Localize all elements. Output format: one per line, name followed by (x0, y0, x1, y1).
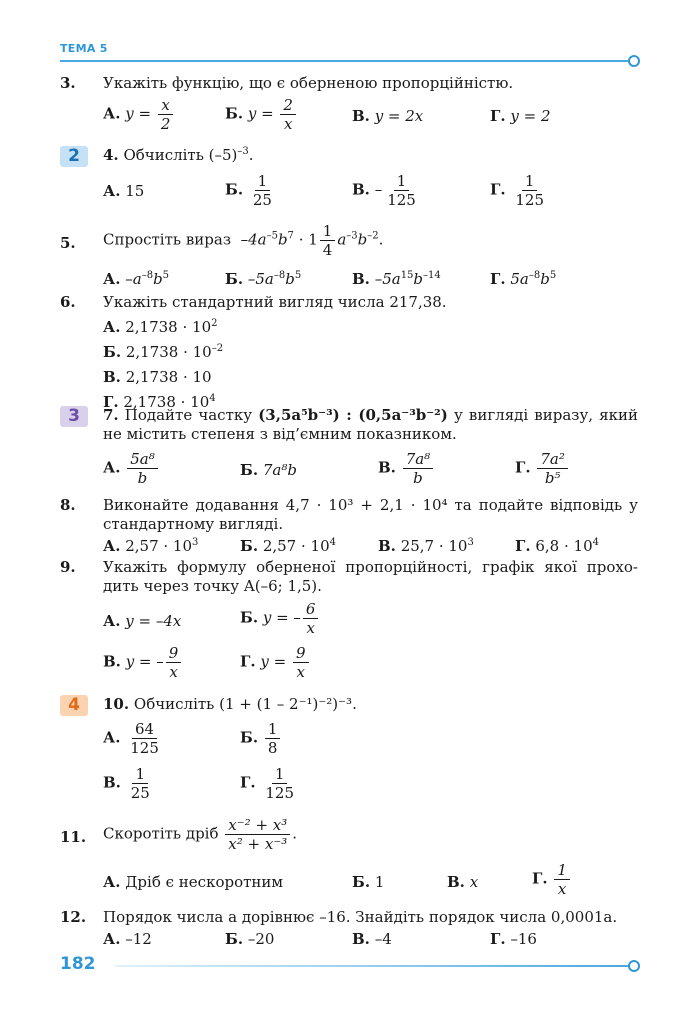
option-a: А. $-a^{-8}b^5$ (103, 270, 170, 288)
fraction: $\frac{6}{x}$ (303, 600, 319, 637)
level-badge: 4 (60, 695, 88, 716)
option-c: В. $\frac{\text{7a⁸}}{b}$ (378, 450, 435, 487)
fraction: $\frac{1}{x}$ (554, 861, 570, 898)
fraction: $\frac{x}{2}$ (158, 96, 174, 133)
option-d: Г. $6,8 \cdot 10^4$ (515, 537, 599, 555)
question-text: Укажіть функцію, що є оберненою пропорційністю. (103, 74, 514, 92)
option-c: В. 2,1738 · 10 (103, 368, 212, 386)
option-b: Б. –20 (225, 930, 275, 948)
option-c: В. y = – $\frac{9}{x}$ (103, 644, 183, 681)
option-b: Б. $2,1738 \cdot 10^{-2}$ (103, 343, 224, 361)
fraction: $\frac{1}{125}$ (515, 172, 545, 209)
header-rule (60, 60, 630, 62)
header-rule-end-dot (628, 55, 640, 67)
option-a: А. y = –4x (103, 612, 182, 630)
fraction: $\frac{\text{x⁻² + x³}}{\text{x² + x⁻³}}$ (225, 816, 290, 853)
option-d: Г. y = 2 (490, 107, 551, 125)
fraction: $\frac{1}{25}$ (130, 765, 150, 802)
option-c: В. y = 2x (352, 107, 424, 125)
question-text: Спростіть вираз $-4a^{-5}b^7 \cdot 1$ $\frac{1}{4}$ $a^{-3}b^{-2}$. (103, 222, 384, 259)
question-number: 8. (60, 496, 76, 514)
question-text: 4. Обчисліть $(-5)^{-3}$. (103, 146, 254, 164)
option-d: Г. $\frac{1}{x}$ (532, 861, 572, 898)
option-b: Б. $-5a^{-8}b^5$ (225, 270, 302, 288)
option-c: В. $-5a^{15}b^{-14}$ (352, 270, 441, 288)
fraction: $\frac{1}{25}$ (252, 172, 272, 209)
option-d: Г. $\frac{1}{125}$ (490, 172, 549, 209)
level-badge: 2 (60, 146, 88, 167)
level-badge: 3 (60, 406, 88, 427)
option-b: Б. 1 (352, 873, 385, 891)
fraction: $\frac{1}{4}$ (320, 222, 336, 259)
question-number: 6. (60, 293, 76, 311)
question-text: Скоротіть дріб $\frac{\text{x⁻² + x³}}{\text{x² + x⁻³}}$ . (103, 816, 298, 853)
question-text: Укажіть стандартний вигляд числа 217,38. (103, 293, 447, 311)
fraction: $\frac{1}{125}$ (387, 172, 416, 209)
option-d: Г. $\frac{1}{125}$ (240, 765, 299, 802)
footer-rule (115, 965, 630, 967)
option-list (103, 313, 223, 413)
option-b: Б. y = $\frac{2}{x}$ (225, 96, 298, 133)
fraction: $\frac{9}{x}$ (166, 644, 182, 681)
option-b: Б. y = – $\frac{6}{x}$ (240, 600, 320, 637)
question-text: 10. Обчисліть (1 + (1 – 2⁻¹)⁻²)⁻³. (103, 695, 357, 713)
option-b: Б. $2,57 \cdot 10^4$ (240, 537, 336, 555)
option-d: Г. $2,1738 \cdot 10^4$ (103, 393, 216, 411)
fraction: $\frac{64}{125}$ (130, 720, 159, 757)
option-d: Г. $\frac{\text{7a²}}{\text{b⁵}}$ (515, 450, 570, 487)
option-c: В. x (447, 873, 479, 891)
question-number: 5. (60, 234, 76, 252)
fraction: $\frac{\text{7a²}}{\text{b⁵}}$ (537, 450, 568, 487)
option-c: В. $25,7 \cdot 10^3$ (378, 537, 474, 555)
fraction: $\frac{2}{x}$ (280, 96, 296, 133)
option-a: А. $2,57 \cdot 10^3$ (103, 537, 199, 555)
question-text: Укажіть формулу оберненої пропорційності, графік якої проходить через точку A(–6; 1,5). (103, 558, 638, 595)
fraction: $\frac{\text{5a⁸}}{b}$ (127, 450, 158, 487)
option-a: А. $\frac{\text{5a⁸}}{b}$ (103, 450, 160, 487)
question-number: 12. (60, 908, 87, 926)
option-a: А. 15 (103, 182, 145, 200)
question-number: 9. (60, 558, 76, 576)
option-a: А. y = $\frac{x}{2}$ (103, 96, 175, 133)
fraction: $\frac{1}{125}$ (265, 765, 295, 802)
option-a: А. –12 (103, 930, 152, 948)
question-number: 3. (60, 74, 76, 92)
option-d: Г. y = $\frac{9}{x}$ (240, 644, 311, 681)
option-d: Г. –16 (490, 930, 537, 948)
fraction: $\frac{\text{7a⁸}}{b}$ (403, 450, 434, 487)
question-text: Порядок числа a дорівнює –16. Знайдіть порядок числа 0,0001a. (103, 908, 618, 926)
page-number: 182 (60, 954, 96, 974)
option-c: В. – $\frac{1}{125}$ (352, 172, 421, 209)
footer-rule-end-dot (628, 960, 640, 972)
fraction: $\frac{1}{8}$ (265, 720, 281, 757)
option-b: Б. $\frac{1}{25}$ (225, 172, 277, 209)
option-b: Б. $\frac{1}{8}$ (240, 720, 282, 757)
question-text: Виконайте додавання 4,7 · 10³ + 2,1 · 10⁴ та подайте відповідь у стандартному вигляді. (103, 496, 638, 533)
option-a: А. Дріб є нескоротним (103, 873, 284, 891)
topic-header: ТЕМА 5 (60, 42, 108, 55)
option-c: В. –4 (352, 930, 392, 948)
option-a: А. $2,1738 \cdot 10^2$ (103, 318, 218, 336)
question-text: 7. Подайте частку (3,5a⁵b⁻³) : (0,5a⁻³b⁻²) у вигляді виразу, який не містить степеня з від’ємним показником. (103, 406, 638, 443)
fraction: $\frac{9}{x}$ (293, 644, 309, 681)
question-number: 11. (60, 828, 87, 846)
option-d: Г. $5a^{-8}b^5$ (490, 270, 557, 288)
option-c: В. $\frac{1}{25}$ (103, 765, 155, 802)
option-b: Б. 7a⁸b (240, 461, 297, 479)
option-a: А. $\frac{64}{125}$ (103, 720, 164, 757)
